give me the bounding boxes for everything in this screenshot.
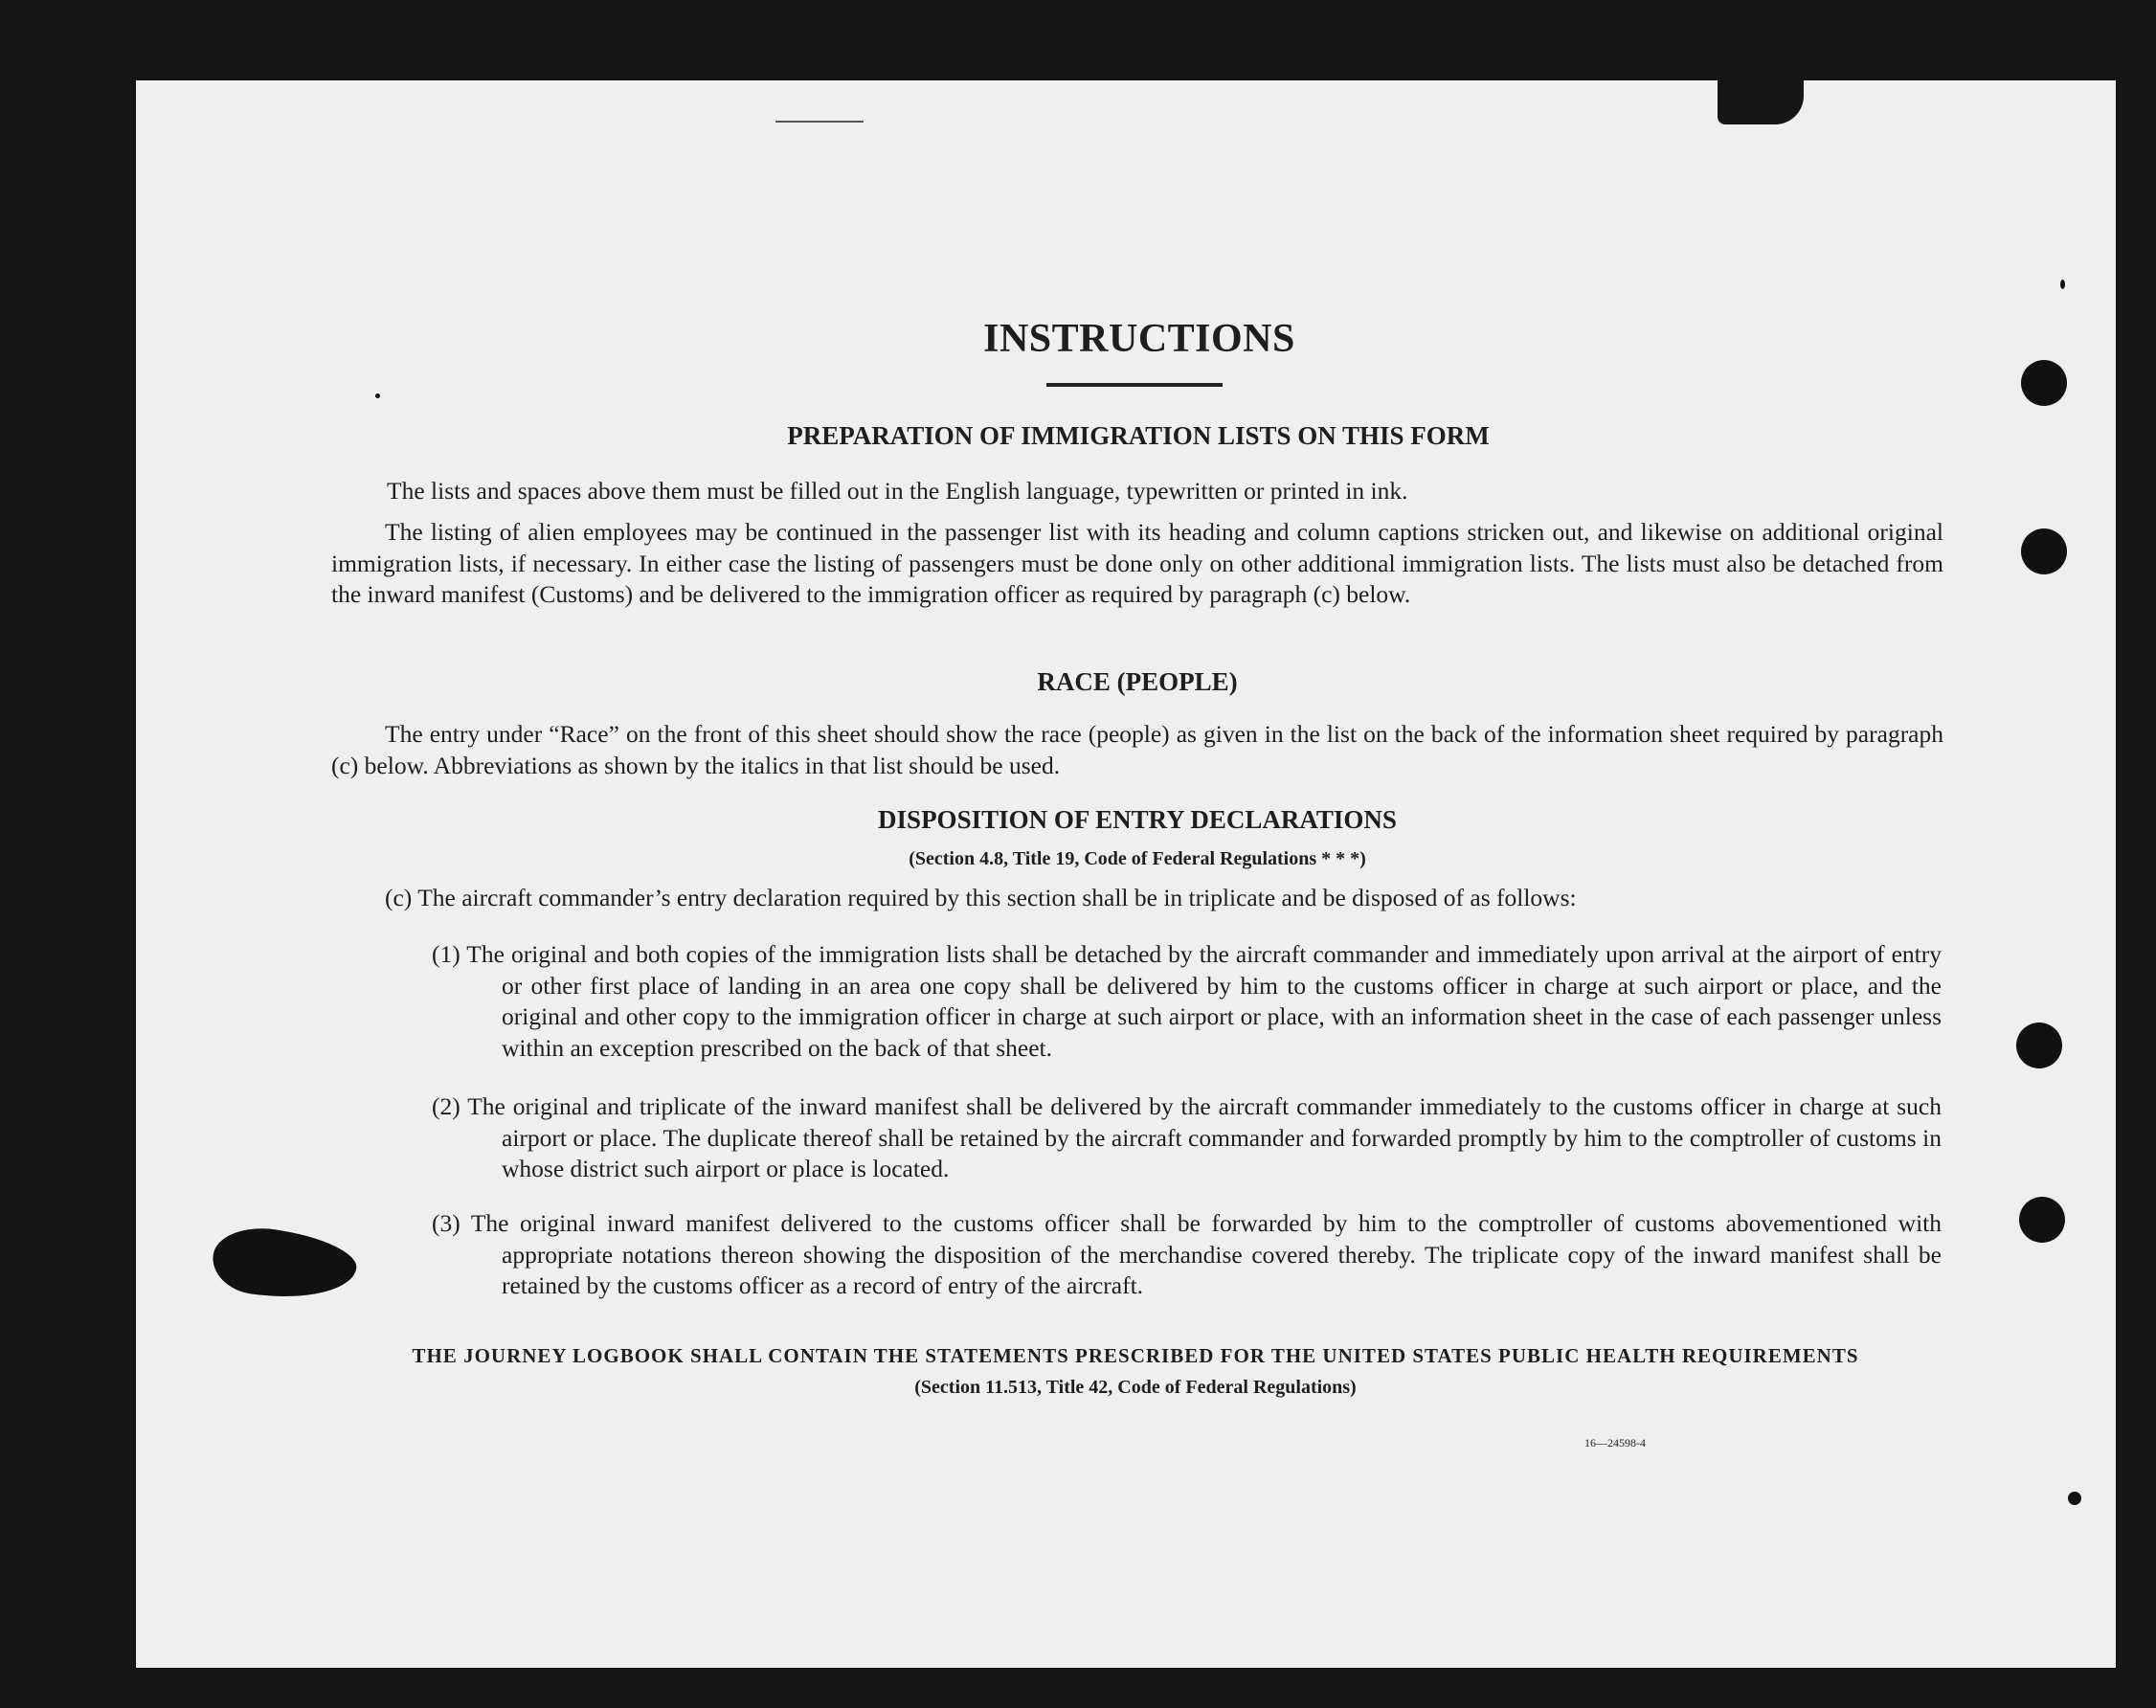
footer-citation: (Section 11.513, Title 42, Code of Federal Regulations) xyxy=(914,1377,1357,1398)
footer-statement: THE JOURNEY LOGBOOK SHALL CONTAIN THE STATEMENTS PRESCRIBED FOR THE UNITED STATES PUBLIC HEALTH REQUIREMENTS xyxy=(412,1344,1859,1367)
paragraph: The listing of alien employees may be continued in the passenger list with its heading and column captions stricken out, and likewise on additional original immigration lists, if necessary. In either case the listing of passengers must be done only on other additional immigration lists. The lists must also be detached from the inward manifest (Customs) and be delivered to the immigration officer as required by paragraph (c) below. xyxy=(331,518,1943,608)
speck xyxy=(375,393,380,398)
form-code: 16—24598-4 xyxy=(1584,1436,1646,1450)
section-heading-preparation: PREPARATION OF IMMIGRATION LISTS ON THIS FORM xyxy=(787,421,1490,450)
list-item-2: (2) The original and triplicate of the inward manifest shall be delivered by the aircraft commander immediately to the customs officer in charge at such airport or place. The duplicate thereof shall be retained by the aircraft commander and forwarded promptly by him to the comptroller of customs in whose district such airport or place is located. xyxy=(432,1092,1942,1182)
section-heading-disposition: DISPOSITION OF ENTRY DECLARATIONS xyxy=(878,805,1397,834)
list-item-3: (3) The original inward manifest delivered to the customs officer shall be forwarded by him to the comptroller of customs abovementioned with appropriate notations thereon showing the disposition of the merchandise covered thereby. The triplicate copy of the inward manifest shall be retained by the customs officer as a record of entry of the aircraft. xyxy=(432,1209,1942,1299)
punch-hole xyxy=(2016,1023,2062,1068)
speck xyxy=(2068,1492,2081,1505)
section-subheading: (Section 4.8, Title 19, Code of Federal Regulations * * *) xyxy=(909,848,1366,869)
title-underline xyxy=(1046,383,1223,387)
torn-corner xyxy=(1718,80,1804,124)
paragraph-c: (c) The aircraft commander’s entry declaration required by this section shall be in triplicate and be disposed of as follows: xyxy=(385,884,1577,911)
list-item-1: (1) The original and both copies of the immigration lists shall be detached by the aircraft commander and immediately upon arrival at the airport of entry or other first place of landing in an area one copy shall be delivered by him to the customs officer in charge at such airport or place, and the original and other copy to the immigration officer in charge at such airport or place, with an information sheet in the case of each passenger unless within an exception prescribed on the back of that sheet. xyxy=(432,940,1942,1062)
section-heading-race: RACE (PEOPLE) xyxy=(1037,667,1238,696)
paragraph: The entry under “Race” on the front of this sheet should show the race (people) as given in the list on the back of the information sheet required by paragraph (c) below. Abbreviations as shown by the italics in that list should be used. xyxy=(331,720,1943,779)
speck xyxy=(2060,280,2065,289)
smudge-line xyxy=(775,121,864,123)
page-title: INSTRUCTIONS xyxy=(983,317,1295,361)
paragraph: The lists and spaces above them must be filled out in the English language, typewritten or printed in ink. xyxy=(387,477,1408,505)
punch-hole xyxy=(2019,1197,2065,1243)
punch-hole xyxy=(2021,360,2067,406)
punch-hole xyxy=(2021,528,2067,574)
